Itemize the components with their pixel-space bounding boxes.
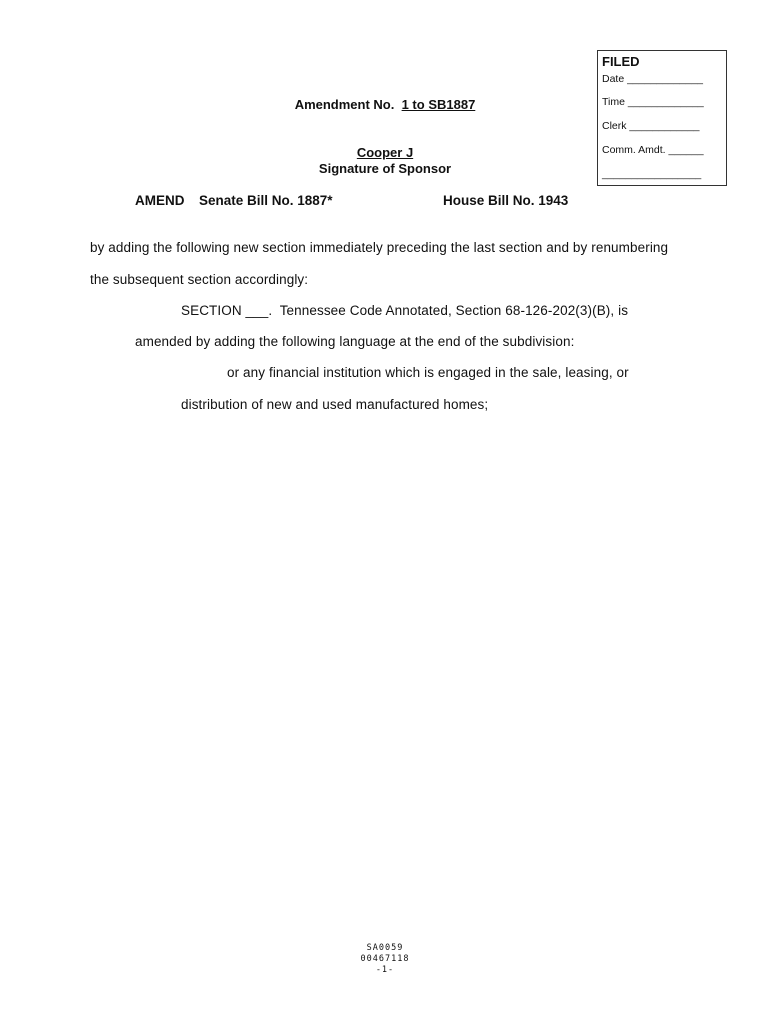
page-number: -1-: [375, 965, 395, 975]
amendment-title: [240, 97, 530, 112]
body-line-2: the subsequent section accordingly:: [90, 272, 309, 287]
filed-title: FILED: [602, 54, 640, 69]
amend-word: AMEND: [135, 193, 185, 208]
filed-clerk-line: Clerk ____________: [602, 120, 700, 132]
quoted-line-2: distribution of new and used manufactured homes;: [181, 397, 489, 412]
sponsor-name: Cooper J: [356, 145, 414, 160]
footer-code-2: 00467118: [360, 954, 410, 964]
amendment-prefix: Amendment No.: [294, 97, 395, 112]
body-line-4: amended by adding the following language at the end of the subdivision:: [135, 334, 575, 349]
filed-blank-line: _________________: [602, 168, 702, 180]
sponsor-caption: Signature of Sponsor: [318, 161, 452, 176]
footer-code-1: SA0059: [366, 943, 404, 953]
quoted-line-1: or any financial institution which is engaged in the sale, leasing, or: [227, 365, 629, 380]
senate-bill-number: Senate Bill No. 1887*: [199, 193, 333, 208]
body-line-1: by adding the following new section immediately preceding the last section and by renumbering: [90, 240, 669, 255]
amendment-number: 1 to SB1887: [401, 97, 476, 112]
body-line-3: SECTION ___. Tennessee Code Annotated, Section 68-126-202(3)(B), is: [181, 303, 629, 318]
house-bill-number: House Bill No. 1943: [443, 193, 569, 208]
filed-time-line: Time _____________: [602, 96, 704, 108]
filed-comm-amdt-line: Comm. Amdt. ______: [602, 144, 704, 156]
filed-stamp-box: [597, 50, 727, 186]
filed-date-line: Date _____________: [602, 73, 704, 85]
